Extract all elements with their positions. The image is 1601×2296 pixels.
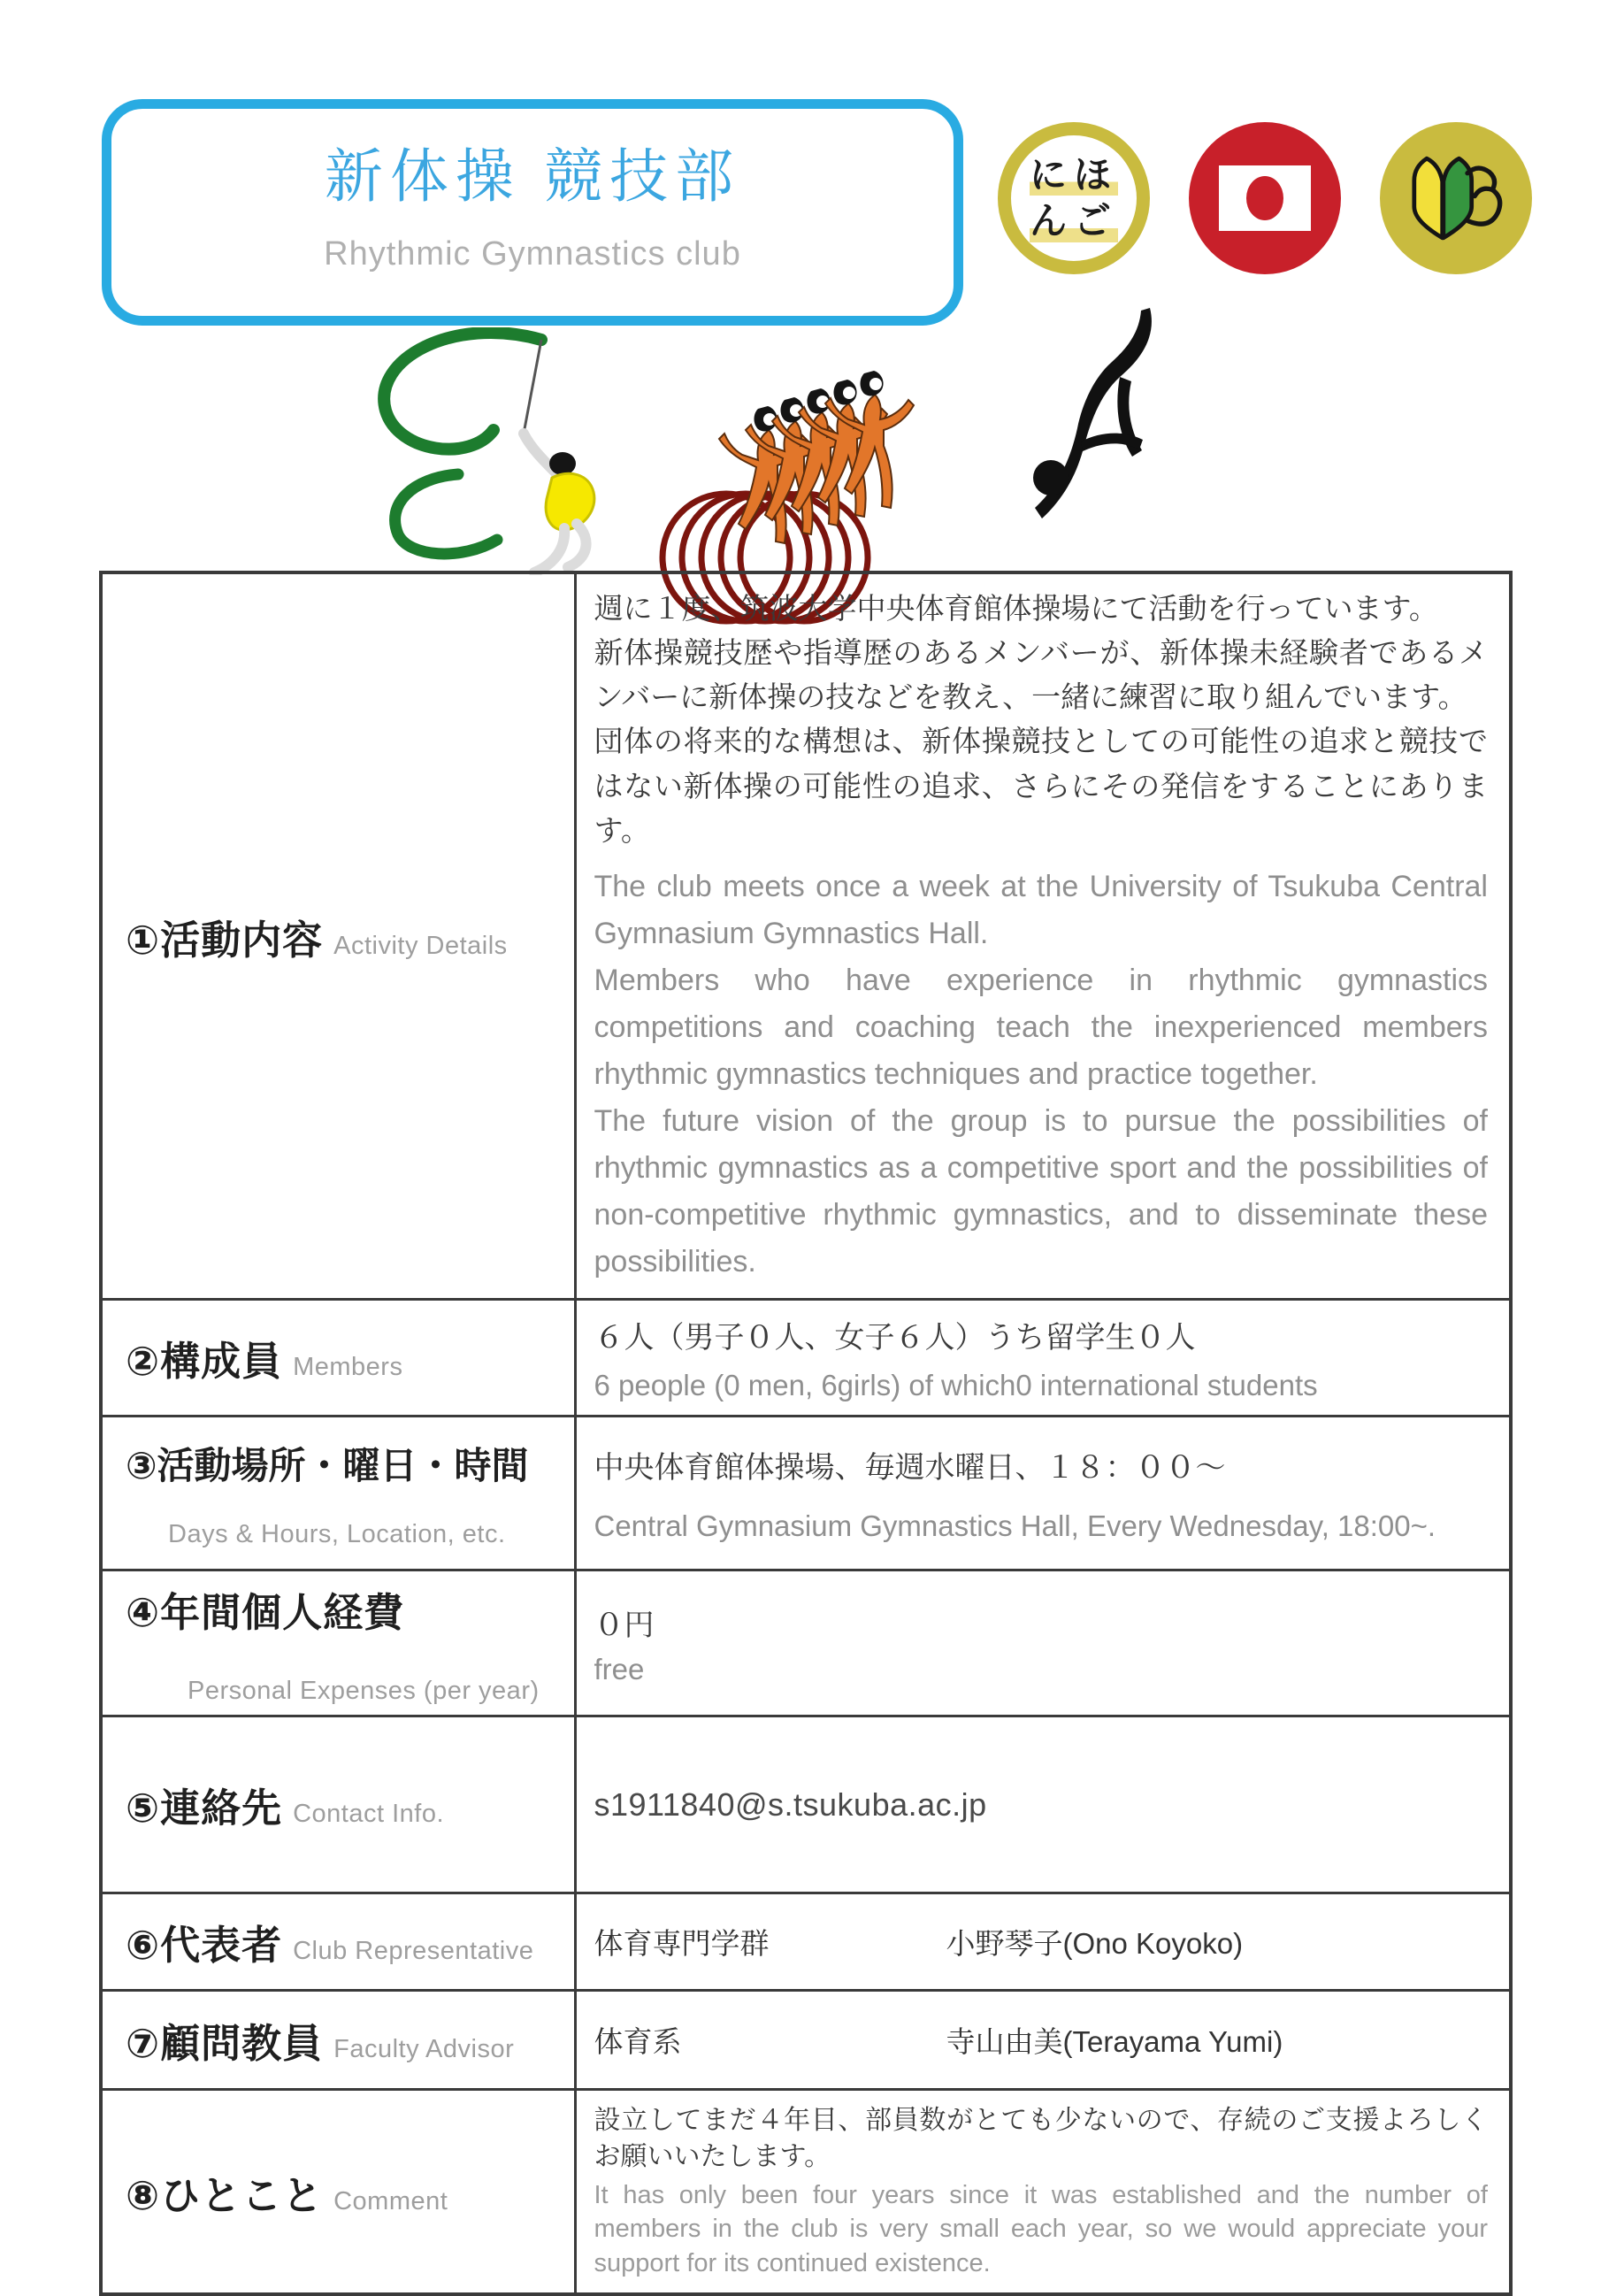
row-label-contact	[101, 1716, 575, 1893]
row-value-expenses	[575, 1570, 1511, 1716]
table-row-expenses	[101, 1570, 1511, 1716]
comment-jp: 設立してまだ４年目、部員数がとても少ないので、存続のご支援よろしくお願いいたします。	[594, 2106, 1488, 2171]
row-label-jp: ④年間個人経費	[126, 1590, 405, 1636]
row-label-comment	[101, 2090, 575, 2294]
activity-jp-paragraph: 週に１度、筑波大学中央体育館体操場にて活動を行っています。	[594, 592, 1438, 625]
activity-jp-paragraph: 新体操競技歴や指導歴のあるメンバーが、新体操未経験者であるメンバーに新体操の技などを教え、一緒に練習に取り組んでいます。	[594, 636, 1488, 714]
nihongo-badge-line1: にほ	[1030, 152, 1118, 199]
row-value-advisor	[575, 1991, 1511, 2090]
row-label-jp: ①活動内容	[126, 917, 324, 963]
row-label-jp: ⑦顧問教員	[126, 2021, 324, 2067]
beginner-mark-icon	[1380, 122, 1532, 274]
japan-flag-icon	[1189, 122, 1341, 274]
table-row-contact	[101, 1716, 1511, 1893]
row-label-jp: ③活動場所・曜日・時間	[126, 1445, 529, 1487]
expenses-en: free	[594, 1652, 645, 1686]
nihongo-badge-icon	[998, 122, 1150, 274]
representative-name: 小野琴子(Ono Koyoko)	[946, 1927, 1244, 1961]
row-label-en: Club Representative	[293, 1937, 534, 1966]
nihongo-badge-line2: んご	[1030, 198, 1118, 245]
table-row-comment	[101, 2090, 1511, 2294]
row-label-advisor	[101, 1991, 575, 2090]
row-label-en: Faculty Advisor	[333, 2035, 515, 2064]
expenses-jp: ０円	[594, 1608, 655, 1642]
row-label-jp: ⑧ひとこと	[126, 2172, 324, 2218]
row-label-en: Members	[293, 1353, 403, 1382]
representative-department: 体育専門学群	[594, 1927, 770, 1961]
club-title-english: Rhythmic Gymnastics club	[324, 234, 741, 273]
table-row-location	[101, 1417, 1511, 1570]
comment-en: It has only been four years since it was established and the number of members in the club is very small each year, so we would appreciate your support for its continued existence.	[594, 2181, 1488, 2277]
activity-en-paragraph: Members who have experience in rhythmic gymnastics competitions and coaching teach the inexperienced members rhythmic gymnastics techniques and practice together.	[594, 964, 1488, 1092]
japan-flag-sun	[1246, 176, 1283, 220]
club-info-table	[99, 571, 1513, 2296]
row-value-activity	[575, 572, 1511, 1300]
row-label-en: Contact Info.	[293, 1800, 445, 1829]
location-en: Central Gymnasium Gymnastics Hall, Every Wednesday, 18:00~.	[594, 1509, 1436, 1543]
members-en: 6 people (0 men, 6girls) of which0 international students	[594, 1369, 1318, 1402]
row-label-en: Activity Details	[333, 931, 508, 960]
table-row-members	[101, 1300, 1511, 1417]
language-badges	[998, 122, 1532, 274]
advisor-name: 寺山由美(Terayama Yumi)	[946, 2025, 1283, 2059]
ribbon-gymnast-art	[354, 327, 619, 575]
row-label-expenses	[101, 1570, 575, 1716]
row-value-members	[575, 1300, 1511, 1417]
row-value-contact	[575, 1716, 1511, 1893]
row-label-representative	[101, 1893, 575, 1991]
table-row-advisor	[101, 1991, 1511, 2090]
row-label-jp: ⑤連絡先	[126, 1785, 283, 1831]
activity-en-paragraph: The club meets once a week at the University of Tsukuba Central Gymnasium Gymnastics Hall.	[594, 869, 1488, 950]
club-title-japanese: 新体操 競技部	[324, 143, 741, 209]
row-label-location	[101, 1417, 575, 1570]
gymnast-silhouette-art	[1017, 290, 1194, 529]
row-label-activity	[101, 572, 575, 1300]
row-label-jp: ②構成員	[126, 1339, 283, 1385]
row-label-en: Days & Hours, Location, etc.	[168, 1520, 506, 1549]
japan-flag-field	[1219, 165, 1311, 231]
table-row-activity	[101, 572, 1511, 1300]
advisor-department: 体育系	[594, 2025, 682, 2059]
members-jp: ６人（男子０人、女子６人）うち留学生０人	[594, 1321, 1196, 1355]
table-row-representative	[101, 1893, 1511, 1991]
contact-email: s1911840@s.tsukuba.ac.jp	[594, 1785, 987, 1823]
row-value-representative	[575, 1893, 1511, 1991]
row-value-location	[575, 1417, 1511, 1570]
row-value-comment	[575, 2090, 1511, 2294]
row-label-jp: ⑥代表者	[126, 1923, 283, 1969]
activity-jp-paragraph: 団体の将来的な構想は、新体操競技としての可能性の追求と競技ではない新体操の可能性の追求、さらにその発信をすることにあります。	[594, 725, 1489, 847]
club-title-box	[102, 99, 963, 326]
location-jp: 中央体育館体操場、毎週水曜日、１８：００～	[594, 1451, 1226, 1486]
beginner-mark-graphic	[1404, 146, 1508, 250]
activity-en-paragraph: The future vision of the group is to pursue the possibilities of rhythmic gymnastics as a competitive sport and the possibilities of non-competitive rhythmic gymnastics, and to disseminate these possibilities.	[594, 1104, 1488, 1279]
row-label-en: Comment	[333, 2186, 448, 2215]
row-label-en: Personal Expenses (per year)	[188, 1677, 540, 1706]
row-label-members	[101, 1300, 575, 1417]
